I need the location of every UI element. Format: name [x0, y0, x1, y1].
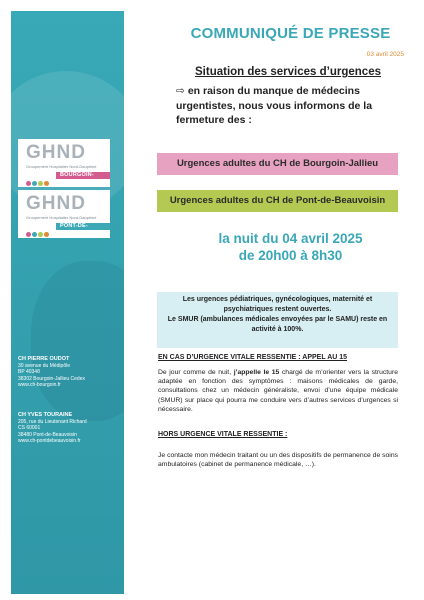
- logo-bourgoin: [18, 139, 110, 187]
- address-title: CH YVES TOURAINE: [18, 412, 73, 418]
- logo-subtitle: Groupement Hospitalier Nord-Dauphiné: [26, 215, 97, 220]
- emergency-call-15: j’appelle le 15: [233, 369, 280, 376]
- non-emergency-text: Je contacte mon médecin traitant ou un des dispositifs de permanence de soins ambulatoires (cabinet de permanence médicale, …).: [158, 452, 398, 469]
- address-line: 30 avenue du Médipôle: [18, 362, 70, 369]
- address-title: CH PIERRE OUDOT: [18, 356, 70, 362]
- closure-bourgoin: Urgences adultes du CH de Bourgoin-Jallieu: [157, 153, 398, 175]
- logo-pont-de-beauvoisin: [18, 190, 110, 238]
- address-website: www.ch-pontdebeauvoisin.fr: [18, 438, 81, 444]
- address-line: 38480 Pont-de-Beauvoisin: [18, 431, 77, 438]
- closure-pont-de-beauvoisin: Urgences adultes du CH de Pont-de-Beauvoisin: [157, 190, 398, 212]
- photo-shade: [31, 261, 124, 421]
- logo-dots: [26, 224, 50, 242]
- non-emergency-heading: HORS URGENCE VITALE RESSENTIE :: [158, 431, 288, 438]
- services-open-notice: [157, 292, 398, 348]
- address-line: 38302 Bourgoin-Jallieu Cedex: [18, 375, 85, 382]
- logo-subtitle: Groupement Hospitalier Nord-Dauphiné: [26, 164, 97, 169]
- arrow-right-icon: ⇨: [176, 85, 185, 97]
- logo-dots: [26, 173, 50, 191]
- schedule-date: la nuit du 04 avril 2025: [218, 231, 363, 246]
- address-line: 205, rue du Lieutenant Richard: [18, 418, 87, 425]
- sidebar-photo-panel: [11, 11, 124, 594]
- logo-band: PONT-DE-BEAUVOISIN: [56, 223, 110, 230]
- emergency-text-start: De jour comme de nuit,: [158, 369, 234, 376]
- address-bourgoin: [18, 356, 113, 389]
- address-pont-de-beauvoisin: [18, 412, 113, 445]
- emergency-text: [158, 368, 398, 414]
- notice-line: psychiatriques restent ouvertes.: [223, 306, 332, 313]
- notice-line: Les urgences pédiatriques, gynécologiques, maternité et: [182, 296, 373, 303]
- subject-heading: Situation des services d’urgences: [195, 66, 381, 78]
- page-title: COMMUNIQUÉ DE PRESSE: [190, 25, 391, 42]
- address-website: www.ch-bourgoin.fr: [18, 382, 61, 388]
- logo-band: BOURGOIN-JALLIEU: [56, 172, 110, 179]
- emergency-heading: EN CAS D’URGENCE VITALE RESSENTIE : APPEL AU 15: [158, 354, 348, 361]
- notice-line: activité à 100%.: [251, 326, 304, 333]
- logo-text: GHND: [26, 193, 86, 214]
- closure-schedule: [168, 230, 413, 264]
- address-line: CS 60001: [18, 425, 41, 431]
- emergency-text-end: chargé de m’orienter vers la structure adaptée en fonction des symptômes : maisons médicales de garde, consultations chez un médecin généraliste, envoi d’une équipe médicale (SMUR) sur place qui pourra me conduire vers d’autres services d’urgences si nécessaire.: [158, 369, 399, 413]
- press-date: 03 avril 2025: [366, 51, 404, 58]
- logo-text: GHND: [26, 142, 86, 163]
- subject-text: en raison du manque de médecins urgentistes, nous vous informons de la fermeture des :: [176, 85, 373, 126]
- notice-line: Le SMUR (ambulances médicales envoyées par le SAMU) reste en: [167, 316, 388, 323]
- address-line: BP 40348: [18, 369, 40, 375]
- schedule-hours: de 20h00 à 8h30: [238, 248, 343, 263]
- subject-text-block: [176, 84, 402, 128]
